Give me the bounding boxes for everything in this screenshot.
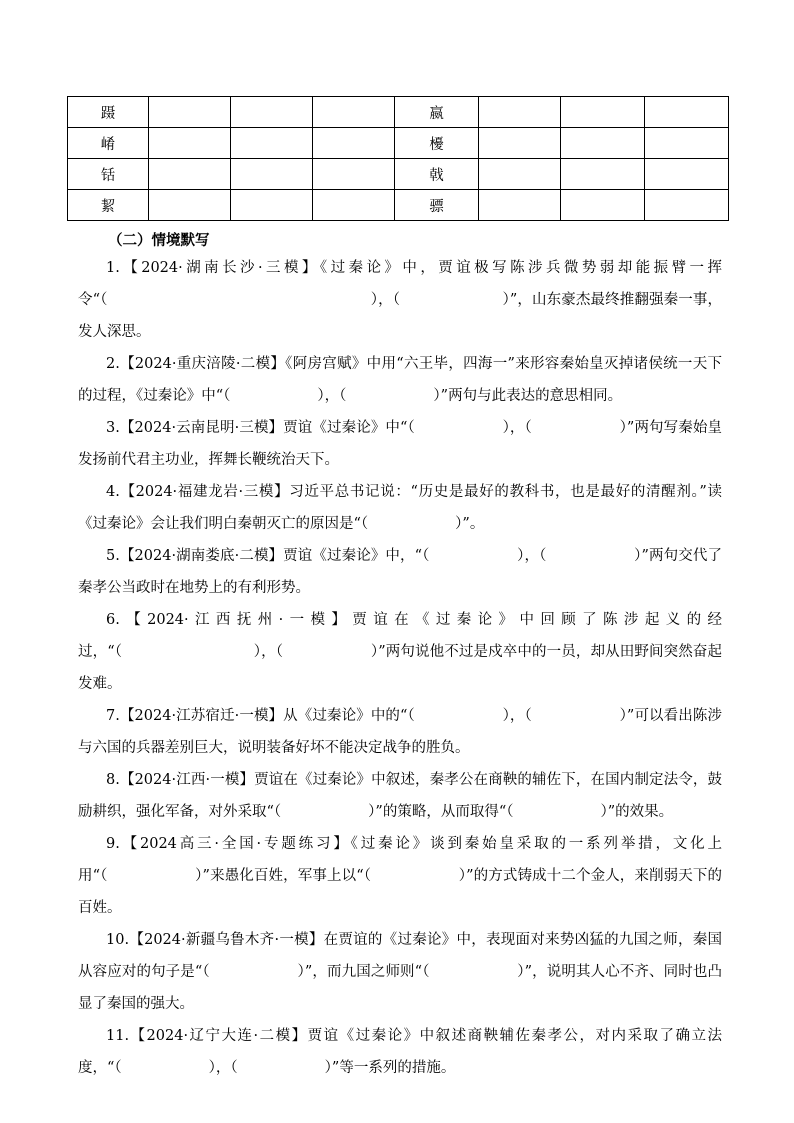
table-cell-char: 櫌: [395, 128, 479, 159]
question-11: 11.【2024·辽宁大连·二模】贾谊《过秦论》中叙述商鞅辅佐秦孝公，对内采取了确立法度，“（ ），（ ）”等一系列的措施。: [78, 1028, 722, 1076]
table-cell-char: 嬴: [395, 97, 479, 128]
table-cell-blank: [149, 128, 231, 159]
table-cell-char: 崤: [68, 128, 149, 159]
table-cell-blank: [479, 190, 561, 221]
question-5: 5.【2024·湖南娄底·二模】贾谊《过秦论》中，“（ ），（ ）”两句交代了秦孝公当政时在地势上的有利形势。: [78, 548, 722, 596]
table-cell-blank: [313, 97, 395, 128]
question-7: 7.【2024·江苏宿迁·一模】从《过秦论》中的“（ ），（ ）”可以看出陈涉与六国的兵器差别巨大，说明装备好坏不能决定战争的胜负。: [78, 708, 722, 756]
table-cell-blank: [561, 159, 645, 190]
question-6: 6.【2024·江西抚州·一模】贾谊在《过秦论》中回顾了陈涉起义的经过，“（ ），（ ）”两句说他不过是戍卒中的一员，却从田野间突然奋起发难。: [78, 612, 722, 692]
table-cell-blank: [479, 128, 561, 159]
table-cell-blank: [149, 97, 231, 128]
table-cell-char: 戟: [395, 159, 479, 190]
table-cell-blank: [231, 190, 313, 221]
character-table: [67, 96, 729, 221]
table-cell-char: 骠: [395, 190, 479, 221]
table-cell-blank: [313, 128, 395, 159]
table-cell-blank: [231, 128, 313, 159]
question-10: 10.【2024·新疆乌鲁木齐·一模】在贾谊的《过秦论》中，表现面对来势凶猛的九国之师，秦国从容应对的句子是“（ ）”，而九国之师则“（ ）”，说明其人心不齐、同时也凸显了秦国的强大。: [78, 932, 722, 1012]
questions-list: [78, 252, 722, 1084]
table-cell-char: 絜: [68, 190, 149, 221]
table-cell-blank: [645, 190, 729, 221]
question-2: 2.【2024·重庆涪陵·二模】《阿房宫赋》中用“六王毕，四海一”来形容秦始皇灭掉诸侯统一天下的过程，《过秦论》中“（ ），（ ）”两句与此表达的意思相同。: [78, 356, 722, 404]
table-row: [68, 97, 729, 128]
table-cell-blank: [479, 159, 561, 190]
table-cell-blank: [561, 128, 645, 159]
table-cell-blank: [231, 159, 313, 190]
question-4: 4.【2024·福建龙岩·三模】习近平总书记说：“历史是最好的教科书，也是最好的清醒剂。”读《过秦论》会让我们明白秦朝灭亡的原因是“（ ）”。: [78, 484, 722, 532]
table-cell-blank: [313, 159, 395, 190]
section-title: （二）情境默写: [108, 233, 210, 249]
table-cell-char: 蹑: [68, 97, 149, 128]
table-row: [68, 159, 729, 190]
table-cell-char: 铦: [68, 159, 149, 190]
table-row: [68, 190, 729, 221]
table-cell-blank: [645, 97, 729, 128]
table-cell-blank: [561, 190, 645, 221]
table-cell-blank: [479, 97, 561, 128]
table-cell-blank: [313, 190, 395, 221]
question-1: 1.【2024·湖南长沙·三模】《过秦论》中，贾谊极写陈涉兵微势弱却能振臂一挥令“（ ），（ ）”，山东豪杰最终推翻强秦一事，发人深思。: [78, 260, 722, 340]
question-3: 3.【2024·云南昆明·三模】贾谊《过秦论》中“（ ），（ ）”两句写秦始皇发扬前代君主功业，挥舞长鞭统治天下。: [78, 420, 722, 468]
table-cell-blank: [561, 97, 645, 128]
table-cell-blank: [149, 190, 231, 221]
table-row: [68, 128, 729, 159]
table-cell-blank: [645, 159, 729, 190]
table-cell-blank: [149, 159, 231, 190]
question-9: 9.【2024高三·全国·专题练习】《过秦论》谈到秦始皇采取的一系列举措，文化上用“（ ）”来愚化百姓，军事上以“（ ）”的方式铸成十二个金人，来削弱天下的百姓。: [78, 836, 722, 916]
question-8: 8.【2024·江西·一模】贾谊在《过秦论》中叙述，秦孝公在商鞅的辅佐下，在国内制定法令，鼓励耕织，强化军备，对外采取“（ ）”的策略，从而取得“（ ）”的效果。: [78, 772, 722, 820]
character-table-wrap: [67, 96, 728, 221]
table-cell-blank: [231, 97, 313, 128]
table-cell-blank: [645, 128, 729, 159]
